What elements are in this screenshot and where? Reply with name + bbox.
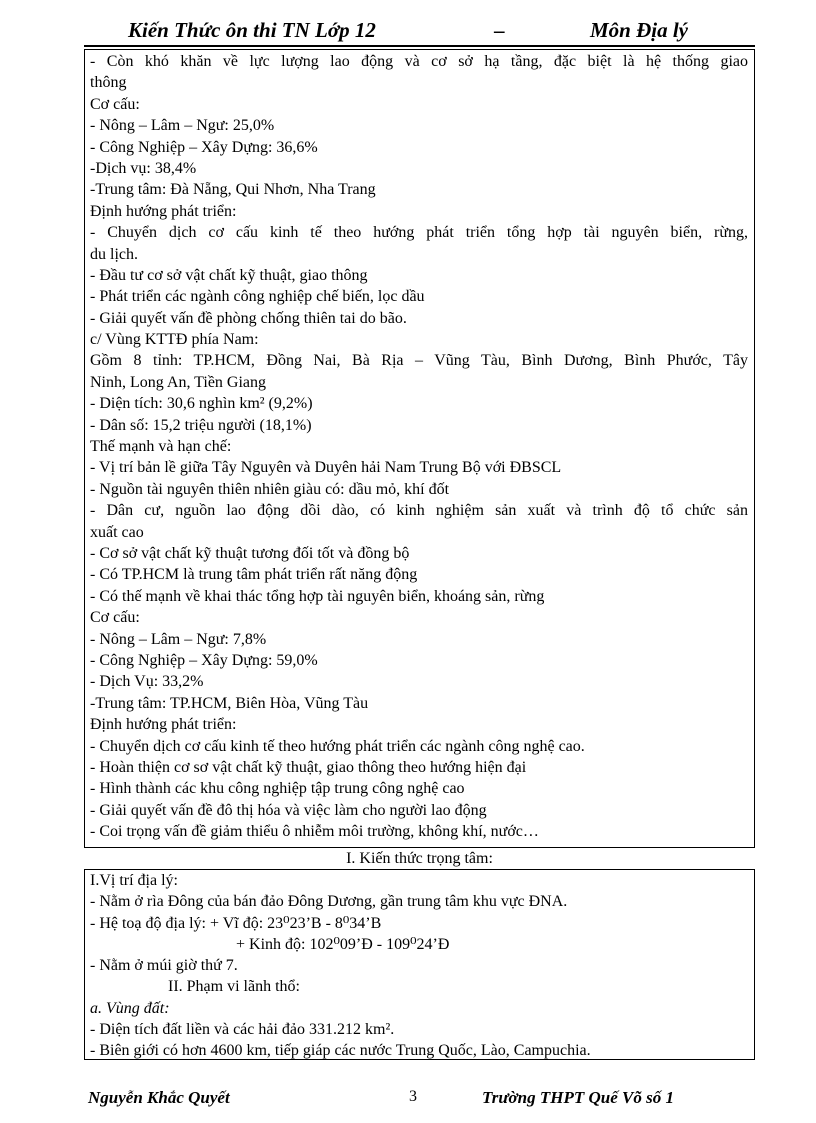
page-footer bbox=[0, 1088, 816, 1114]
text-line: II. Phạm vi lãnh thổ: bbox=[168, 978, 300, 996]
text-line: - Hệ toạ độ địa lý: + Vĩ độ: 23⁰23’B - 8⁰34’B bbox=[90, 914, 382, 932]
text-line: Cơ cấu: bbox=[90, 95, 140, 113]
page-header bbox=[0, 18, 816, 48]
text-line: + Kinh độ: 102⁰09’Đ - 109⁰24’Đ bbox=[236, 935, 450, 953]
text-line: - Nằm ở múi giờ thứ 7. bbox=[90, 957, 238, 975]
text-line: - Chuyển dịch cơ cấu kinh tế theo hướng phát triển các ngành công nghệ cao. bbox=[90, 737, 585, 755]
text-line: - Cơ sở vật chất kỹ thuật tương đối tốt và đồng bộ bbox=[90, 544, 410, 562]
text-line: - Dân cư, nguồn lao động dồi dào, có kinh nghiệm sản xuất và trình độ tổ chức sản bbox=[90, 502, 748, 520]
text-line: - Diện tích: 30,6 nghìn km² (9,2%) bbox=[90, 395, 313, 413]
text-line: Cơ cấu: bbox=[90, 609, 140, 627]
text-line: - Có TP.HCM là trung tâm phát triển rất năng động bbox=[90, 566, 418, 584]
text-line: Định hướng phát triển: bbox=[90, 716, 237, 734]
text-line: - Nằm ở rìa Đông của bán đảo Đông Dương, gần trung tâm khu vực ĐNA. bbox=[90, 893, 568, 911]
text-line: - Giải quyết vấn đề phòng chống thiên tai do bão. bbox=[90, 309, 407, 327]
text-line: - Hình thành các khu công nghiệp tập trung công nghệ cao bbox=[90, 780, 465, 798]
text-line: - Coi trọng vấn đề giảm thiểu ô nhiễm môi trường, không khí, nước… bbox=[90, 823, 539, 841]
text-line: du lịch. bbox=[90, 245, 138, 263]
text-line: - Dân số: 15,2 triệu người (18,1%) bbox=[90, 416, 312, 434]
text-line: thông bbox=[90, 74, 127, 92]
text-line: Gồm 8 tỉnh: TP.HCM, Đồng Nai, Bà Rịa – Vũng Tàu, Bình Dương, Bình Phước, Tây bbox=[90, 352, 748, 370]
text-line: - Nguồn tài nguyên thiên nhiên giàu có: dầu mỏ, khí đốt bbox=[90, 480, 450, 498]
content-box-geographic-position bbox=[84, 869, 755, 1060]
footer-author: Nguyễn Khắc Quyết bbox=[88, 1088, 230, 1107]
text-line: -Dịch vụ: 38,4% bbox=[90, 159, 197, 177]
text-line: - Hoàn thiện cơ sơ vật chất kỹ thuật, giao thông theo hướng hiện đại bbox=[90, 758, 527, 776]
content-box-economic-zones bbox=[84, 49, 755, 848]
header-left-title: Kiến Thức ôn thi TN Lớp 12 bbox=[128, 18, 376, 42]
text-line: - Có thế mạnh về khai thác tổng hợp tài nguyên biển, khoáng sản, rừng bbox=[90, 587, 545, 605]
text-line: - Đầu tư cơ sở vật chất kỹ thuật, giao thông bbox=[90, 266, 368, 284]
text-line: - Còn khó khăn về lực lượng lao động và cơ sở hạ tầng, đặc biệt là hệ thống giao bbox=[90, 53, 748, 70]
text-line: -Trung tâm: Đà Nẵng, Qui Nhơn, Nha Trang bbox=[90, 181, 376, 199]
text-line: - Chuyển dịch cơ cấu kinh tế theo hướng phát triển tổng hợp tài nguyên biển, rừng, bbox=[90, 224, 748, 242]
text-line: Ninh, Long An, Tiền Giang bbox=[90, 373, 267, 391]
section-title: I. Kiến thức trọng tâm: bbox=[346, 850, 493, 867]
text-line: - Vị trí bản lề giữa Tây Nguyên và Duyên hải Nam Trung Bộ với ĐBSCL bbox=[90, 459, 562, 477]
text-line: -Trung tâm: TP.HCM, Biên Hòa, Vũng Tàu bbox=[90, 694, 369, 712]
footer-school: Trường THPT Quế Võ số 1 bbox=[482, 1088, 674, 1107]
text-line: Thế mạnh và hạn chế: bbox=[90, 438, 232, 456]
text-line: - Công Nghiệp – Xây Dựng: 59,0% bbox=[90, 651, 318, 669]
header-dash: – bbox=[494, 18, 505, 42]
text-line: - Phát triển các ngành công nghiệp chế biến, lọc dầu bbox=[90, 288, 425, 306]
text-line: a. Vùng đất: bbox=[90, 999, 170, 1017]
text-line: - Công Nghiệp – Xây Dựng: 36,6% bbox=[90, 138, 318, 156]
text-line: - Giải quyết vấn đề đô thị hóa và việc làm cho người lao động bbox=[90, 801, 487, 819]
text-line: xuất cao bbox=[90, 523, 144, 541]
text-line: - Dịch Vụ: 33,2% bbox=[90, 673, 204, 691]
text-line: - Biên giới có hơn 4600 km, tiếp giáp các nước Trung Quốc, Lào, Campuchia. bbox=[90, 1042, 591, 1060]
text-line: c/ Vùng KTTĐ phía Nam: bbox=[90, 331, 259, 349]
text-line: I.Vị trí địa lý: bbox=[90, 872, 178, 889]
header-rule bbox=[84, 45, 755, 47]
text-line: - Nông – Lâm – Ngư: 25,0% bbox=[90, 117, 275, 135]
text-line: Định hướng phát triển: bbox=[90, 202, 237, 220]
page-number: 3 bbox=[409, 1088, 417, 1105]
text-line: - Diện tích đất liền và các hải đảo 331.212 km². bbox=[90, 1021, 395, 1039]
text-line: - Nông – Lâm – Ngư: 7,8% bbox=[90, 630, 267, 648]
header-subject: Môn Địa lý bbox=[590, 18, 689, 42]
